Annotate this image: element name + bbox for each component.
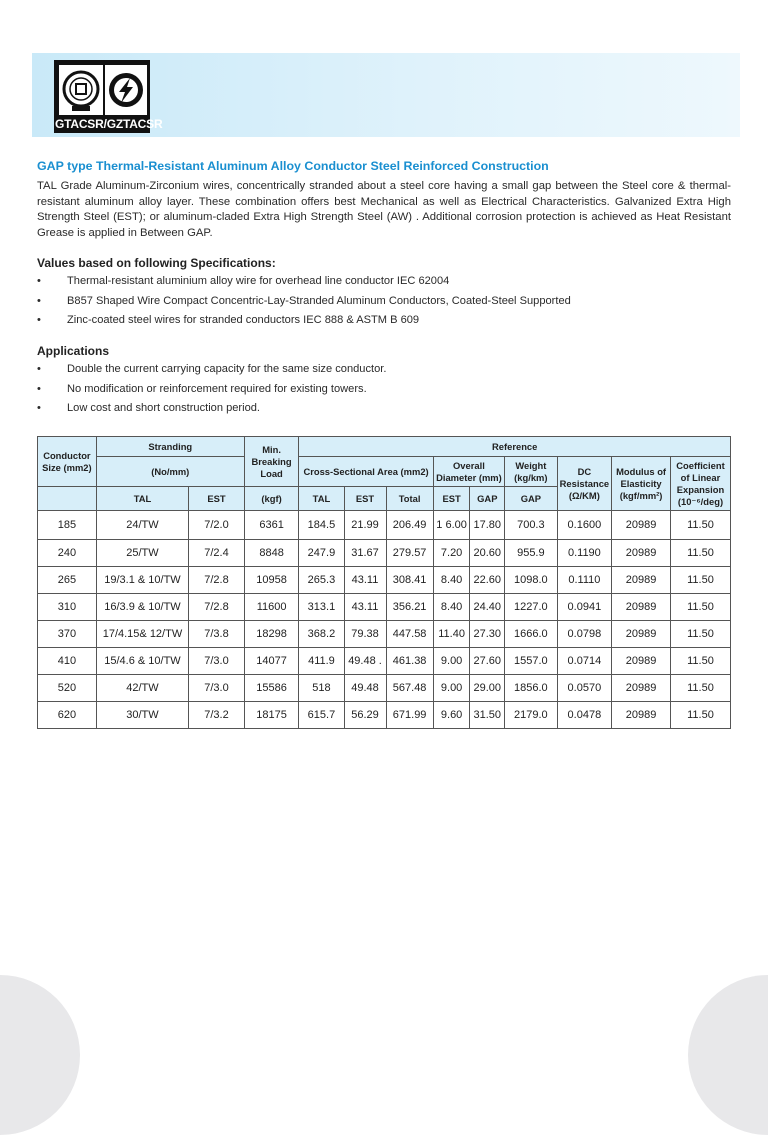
table-cell: 7/2.0 <box>189 511 245 540</box>
table-cell: 15/4.6 & 10/TW <box>96 648 188 675</box>
table-cell: 11.50 <box>670 567 730 594</box>
header-dia-est: EST <box>433 487 470 511</box>
table-cell: 520 <box>38 675 97 702</box>
table-cell: 0.0714 <box>557 648 612 675</box>
table-cell: 206.49 <box>386 511 433 540</box>
table-row <box>38 567 731 594</box>
specifications-title: Values based on following Specifications: <box>37 256 276 270</box>
table-cell: 17/4.15& 12/TW <box>96 621 188 648</box>
table-cell: 567.48 <box>386 675 433 702</box>
header-weight-gap: GAP <box>505 487 557 511</box>
table-cell: 11.50 <box>670 621 730 648</box>
table-cell: 11.50 <box>670 702 730 729</box>
list-item: • Double the current carrying capacity for the same size conductor. <box>37 360 737 380</box>
table-cell: 10958 <box>244 567 299 594</box>
table-row <box>38 648 731 675</box>
table-cell: 8848 <box>244 540 299 567</box>
table-cell: 615.7 <box>299 702 344 729</box>
table-cell: 1557.0 <box>505 648 557 675</box>
table-cell: 24.40 <box>470 594 505 621</box>
table-cell: 279.57 <box>386 540 433 567</box>
table-cell: 43.11 <box>344 567 386 594</box>
table-cell: 0.1600 <box>557 511 612 540</box>
header-no-mm: (No/mm) <box>96 457 244 487</box>
table-cell: 11.40 <box>433 621 470 648</box>
table-cell: 1227.0 <box>505 594 557 621</box>
table-cell: 2179.0 <box>505 702 557 729</box>
table-cell: 0.1190 <box>557 540 612 567</box>
table-cell: 31.50 <box>470 702 505 729</box>
table-cell: 15586 <box>244 675 299 702</box>
bullet-icon: • <box>37 294 41 307</box>
header-reference: Reference <box>299 437 731 457</box>
table-cell: 17.80 <box>470 511 505 540</box>
bullet-icon: • <box>37 363 41 375</box>
table-cell: 7/3.0 <box>189 675 245 702</box>
header-cross-sectional-area: Cross-Sectional Area (mm2) <box>299 457 433 487</box>
table-cell: 518 <box>299 675 344 702</box>
table-cell: 370 <box>38 621 97 648</box>
header-csa-est: EST <box>344 487 386 511</box>
decorative-corner <box>0 975 80 1135</box>
bullet-icon: • <box>37 382 41 395</box>
table-cell: 0.0570 <box>557 675 612 702</box>
table-cell: 461.38 <box>386 648 433 675</box>
table-cell: 8.40 <box>433 567 470 594</box>
table-cell: 79.38 <box>344 621 386 648</box>
header-csa-tal: TAL <box>299 487 344 511</box>
logo-caption: GTACSR/GZTACSR <box>55 117 163 131</box>
table-cell: 20989 <box>612 621 671 648</box>
header-weight: Weight (kg/km) <box>505 457 557 487</box>
table-cell: 0.0941 <box>557 594 612 621</box>
table-cell: 185 <box>38 511 97 540</box>
table-cell: 0.0478 <box>557 702 612 729</box>
table-cell: 700.3 <box>505 511 557 540</box>
table-cell: 29.00 <box>470 675 505 702</box>
applications-list <box>37 360 737 419</box>
table-cell: 20989 <box>612 567 671 594</box>
table-cell: 11.50 <box>670 511 730 540</box>
decorative-corner <box>688 975 768 1135</box>
table-cell: 27.60 <box>470 648 505 675</box>
table-cell: 20989 <box>612 511 671 540</box>
table-cell: 11.50 <box>670 675 730 702</box>
table-cell: 9.60 <box>433 702 470 729</box>
table-cell: 16/3.9 & 10/TW <box>96 594 188 621</box>
table-cell: 49.48 <box>344 675 386 702</box>
table-cell: 7.20 <box>433 540 470 567</box>
bullet-icon: • <box>37 314 41 326</box>
table-cell: 11.50 <box>670 594 730 621</box>
table-cell: 21.99 <box>344 511 386 540</box>
table-row <box>38 675 731 702</box>
header-kgf: (kgf) <box>244 487 299 511</box>
table-cell: 19/3.1 & 10/TW <box>96 567 188 594</box>
table-cell: 308.41 <box>386 567 433 594</box>
table-cell: 27.30 <box>470 621 505 648</box>
table-row <box>38 594 731 621</box>
table-cell: 7/3.0 <box>189 648 245 675</box>
table-cell: 20989 <box>612 648 671 675</box>
table-cell: 11.50 <box>670 648 730 675</box>
table-cell: 620 <box>38 702 97 729</box>
table-cell: 20.60 <box>470 540 505 567</box>
table-cell: 20989 <box>612 702 671 729</box>
list-item: • No modification or reinforcement required for existing towers. <box>37 380 737 400</box>
table-cell: 184.5 <box>299 511 344 540</box>
table-cell: 49.48 . <box>344 648 386 675</box>
table-cell: 18298 <box>244 621 299 648</box>
table-row <box>38 621 731 648</box>
table-cell: 22.60 <box>470 567 505 594</box>
table-cell: 410 <box>38 648 97 675</box>
product-logo <box>54 60 163 133</box>
table-cell: 9.00 <box>433 648 470 675</box>
header-modulus-elasticity: Modulus of Elasticity (kgf/mm²) <box>612 457 671 511</box>
table-cell: 356.21 <box>386 594 433 621</box>
intro-paragraph: TAL Grade Aluminum-Zirconium wires, concentrically stranded about a steel core having a small gap between the Steel core & thermal-resistant aluminum alloy layer. These combination offers best Mechanical as well as Electrical Characteristics. Galvanized Extra High Strength Steel (EST); or aluminum-claded Extra High Strength Steel (AW) . Additional corrosion protection is achieved as Heat Resistant Grease is applied in Between GAP. <box>37 180 731 239</box>
table-cell: 411.9 <box>299 648 344 675</box>
header-est: EST <box>189 487 245 511</box>
list-item: • B857 Shaped Wire Compact Concentric-Lay-Stranded Aluminum Conductors, Coated-Steel Supported <box>37 292 737 312</box>
table-cell: 313.1 <box>299 594 344 621</box>
table-cell: 0.0798 <box>557 621 612 648</box>
table-cell: 31.67 <box>344 540 386 567</box>
table-cell: 7/3.8 <box>189 621 245 648</box>
table-cell: 240 <box>38 540 97 567</box>
header-tal: TAL <box>96 487 188 511</box>
table-cell: 7/3.2 <box>189 702 245 729</box>
table-cell: 6361 <box>244 511 299 540</box>
header-min-breaking-load: Min. Breaking Load <box>244 437 299 487</box>
table-body <box>38 511 731 729</box>
table-cell: 20989 <box>612 675 671 702</box>
table-row <box>38 702 731 729</box>
header-csa-total: Total <box>386 487 433 511</box>
bullet-icon: • <box>37 402 41 414</box>
isi-mark-icon <box>59 65 103 115</box>
table-cell: 11600 <box>244 594 299 621</box>
table-cell: 20989 <box>612 594 671 621</box>
table-cell: 7/2.8 <box>189 594 245 621</box>
table-cell: 1098.0 <box>505 567 557 594</box>
table-cell: 447.58 <box>386 621 433 648</box>
table-cell: 25/TW <box>96 540 188 567</box>
table-cell: 30/TW <box>96 702 188 729</box>
table-cell: 42/TW <box>96 675 188 702</box>
bullet-icon: • <box>37 275 41 287</box>
header-conductor-size: Conductor Size (mm2) <box>38 437 97 487</box>
list-item: • Zinc-coated steel wires for stranded conductors IEC 888 & ASTM B 609 <box>37 311 737 331</box>
table-cell: 18175 <box>244 702 299 729</box>
specifications-list <box>37 272 737 331</box>
table-cell: 265 <box>38 567 97 594</box>
header-stranding: Stranding <box>96 437 244 457</box>
table-cell: 14077 <box>244 648 299 675</box>
table-cell: 1 6.00 <box>433 511 470 540</box>
header-coef-expansion: Coefficient of Linear Expansion (10⁻⁶/deg) <box>670 457 730 511</box>
table-cell: 7/2.4 <box>189 540 245 567</box>
table-cell: 0.1110 <box>557 567 612 594</box>
list-item: • Thermal-resistant aluminium alloy wire for overhead line conductor IEC 62004 <box>37 272 737 292</box>
table-cell: 247.9 <box>299 540 344 567</box>
conductor-spec-table <box>37 436 731 729</box>
table-cell: 8.40 <box>433 594 470 621</box>
table-cell: 24/TW <box>96 511 188 540</box>
table-row <box>38 540 731 567</box>
header-dc-resistance: DC Resistance (Ω/KM) <box>557 457 612 511</box>
header-overall-diameter: Overall Diameter (mm) <box>433 457 504 487</box>
list-item: • Low cost and short construction period. <box>37 399 737 419</box>
table-cell: 671.99 <box>386 702 433 729</box>
table-cell: 20989 <box>612 540 671 567</box>
table-cell: 9.00 <box>433 675 470 702</box>
table-cell: 43.11 <box>344 594 386 621</box>
table-cell: 56.29 <box>344 702 386 729</box>
table-cell: 265.3 <box>299 567 344 594</box>
table-cell: 7/2.8 <box>189 567 245 594</box>
table-row <box>38 511 731 540</box>
table-cell: 955.9 <box>505 540 557 567</box>
page-title: GAP type Thermal-Resistant Aluminum Alloy Conductor Steel Reinforced Construction <box>37 159 549 173</box>
table-cell: 368.2 <box>299 621 344 648</box>
header-dia-gap: GAP <box>470 487 505 511</box>
lightning-bolt-icon <box>105 65 147 115</box>
table-cell: 310 <box>38 594 97 621</box>
table-cell: 11.50 <box>670 540 730 567</box>
header-conductor-size-blank <box>38 487 97 511</box>
table-cell: 1856.0 <box>505 675 557 702</box>
table-cell: 1666.0 <box>505 621 557 648</box>
applications-title: Applications <box>37 344 110 358</box>
